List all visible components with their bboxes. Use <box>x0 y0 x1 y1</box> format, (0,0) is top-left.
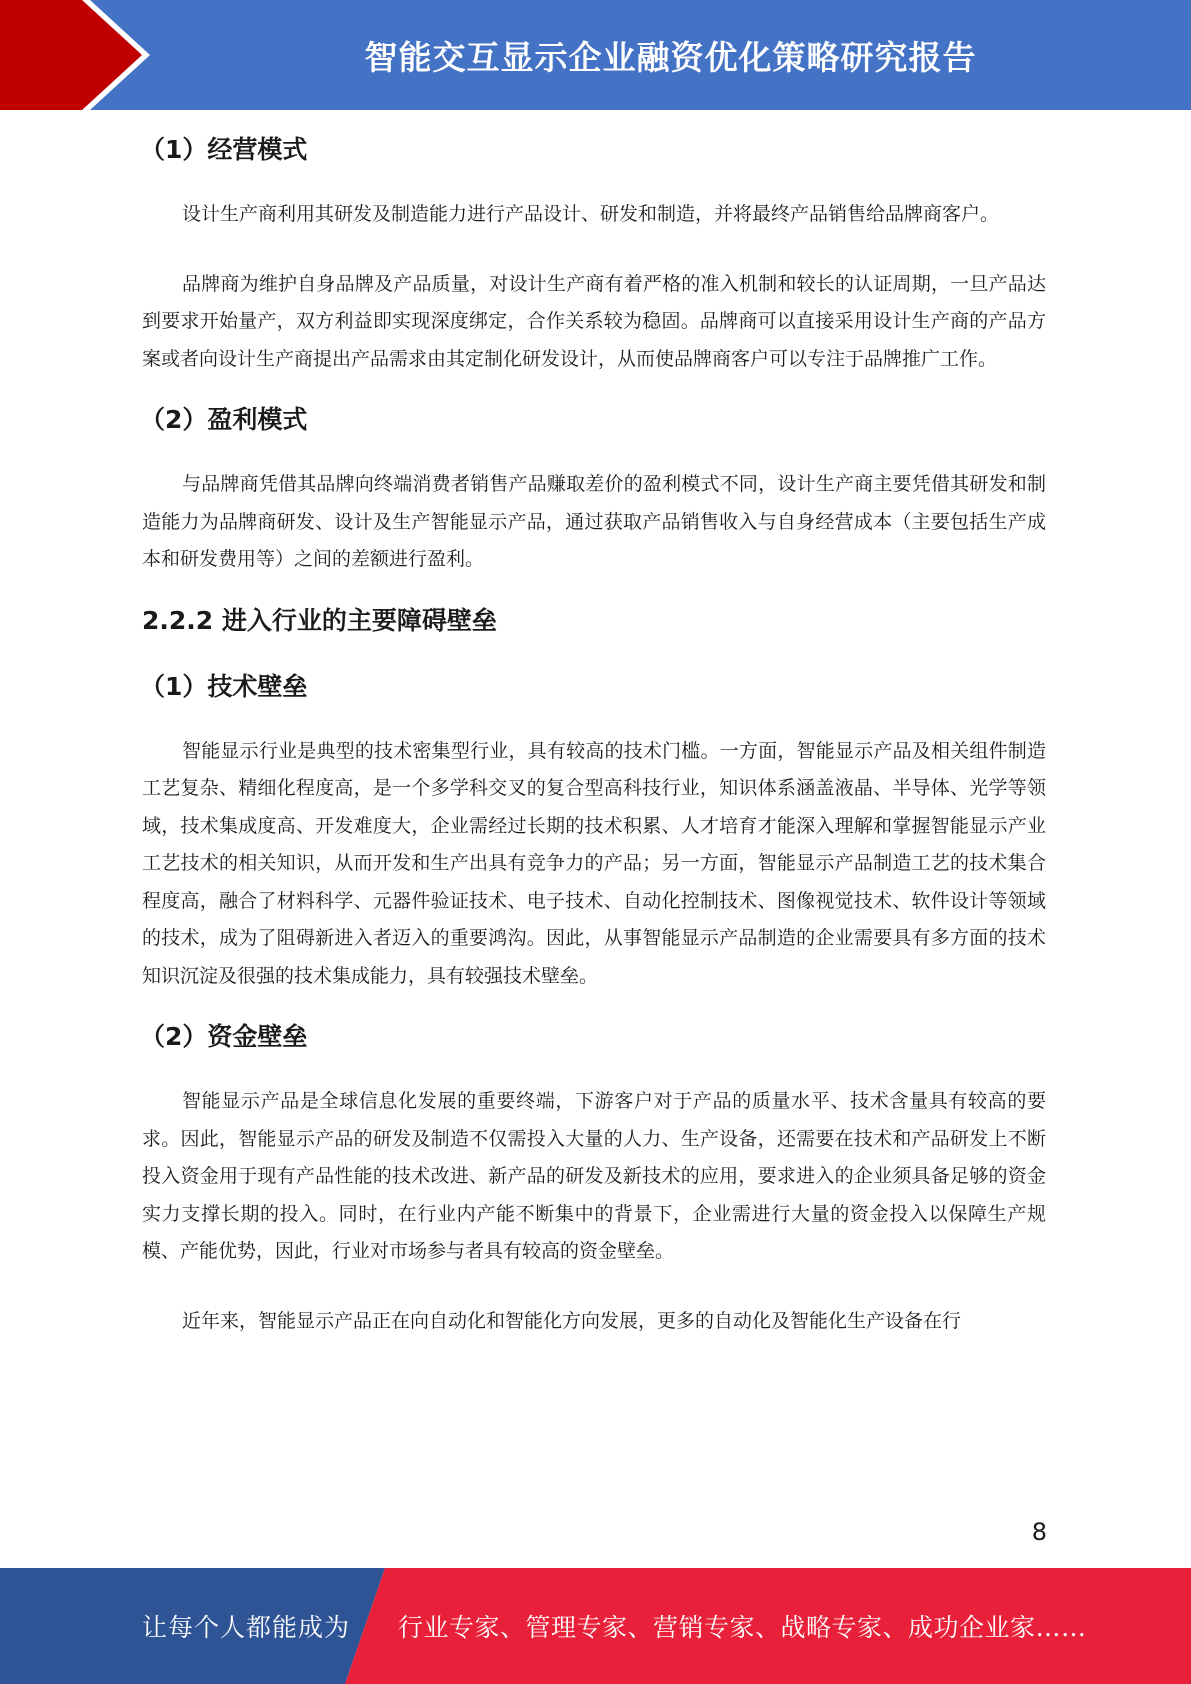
footer-slogan-left: 让每个人都能成为 <box>142 1613 351 1642</box>
heading-business-model: （1）经营模式 <box>140 135 308 164</box>
paragraph: 智能显示行业是典型的技术密集型行业，具有较高的技术门槛。一方面，智能显示产品及相关组件制造工艺复杂、精细化程度高，是一个多学科交叉的复合型高科技行业，知识体系涵盖液晶、半导体、光学等领域，技术集成度高、开发难度大，企业需经过长期的技术积累、人才培育才能深入理解和掌握智能显示产业工艺技术的相关知识，从而开发和生产出具有竞争力的产品；另一方面，智能显示产品制造工艺的技术集合程度高，融合了材料科学、元器件验证技术、电子技术、自动化控制技术、图像视觉技术、软件设计等领域的技术，成为了阻碍新进入者迈入的重要鸿沟。因此，从事智能显示产品制造的企业需要具有多方面的技术知识沉淀及很强的技术集成能力，具有较强技术壁垒。 <box>142 739 1046 987</box>
paragraph: 近年来，智能显示产品正在向自动化和智能化方向发展，更多的自动化及智能化生产设备在行 <box>182 1309 962 1332</box>
page-number: 8 <box>1031 1518 1047 1546</box>
paragraph: 智能显示产品是全球信息化发展的重要终端，下游客户对于产品的质量水平、技术含量具有较高的要求。因此，智能显示产品的研发及制造不仅需投入大量的人力、生产设备，还需要在技术和产品研发上不断投入资金用于现有产品性能的技术改进、新产品的研发及新技术的应用，要求进入的企业须具备足够的资金实力支撑长期的投入。同时，在行业内产能不断集中的背景下，企业需进行大量的资金投入以保障生产规模、产能优势，因此，行业对市场参与者具有较高的资金壁垒。 <box>142 1090 1046 1262</box>
paragraph: 品牌商为维护自身品牌及产品质量，对设计生产商有着严格的准入机制和较长的认证周期，一旦产品达到要求开始量产，双方利益即实现深度绑定，合作关系较为稳固。品牌商可以直接采用设计生产商的产品方案或者向设计生产商提出产品需求由其定制化研发设计，从而使品牌商客户可以专注于品牌推广工作。 <box>142 272 1046 370</box>
paragraph: 与品牌商凭借其品牌向终端消费者销售产品赚取差价的盈利模式不同，设计生产商主要凭借其研发和制造能力为品牌商研发、设计及生产智能显示产品，通过获取产品销售收入与自身经营成本（主要包括生产成本和研发费用等）之间的差额进行盈利。 <box>142 473 1046 570</box>
paragraph: 设计生产商利用其研发及制造能力进行产品设计、研发和制造，并将最终产品销售给品牌商客户。 <box>182 203 1000 225</box>
heading-profit-model: （2）盈利模式 <box>140 405 308 434</box>
footer-slogan-right: 行业专家、管理专家、营销专家、战略专家、成功企业家…… <box>398 1613 1087 1642</box>
report-title: 智能交互显示企业融资优化策略研究报告 <box>364 37 977 77</box>
page-footer <box>0 1568 1191 1684</box>
page-header <box>0 0 1191 110</box>
heading-capital-barrier: （2）资金壁垒 <box>140 1022 308 1051</box>
document-body <box>142 130 1046 1340</box>
section-heading-barriers: 2.2.2 进入行业的主要障碍壁垒 <box>142 605 497 635</box>
heading-technical-barrier: （1）技术壁垒 <box>140 671 308 701</box>
